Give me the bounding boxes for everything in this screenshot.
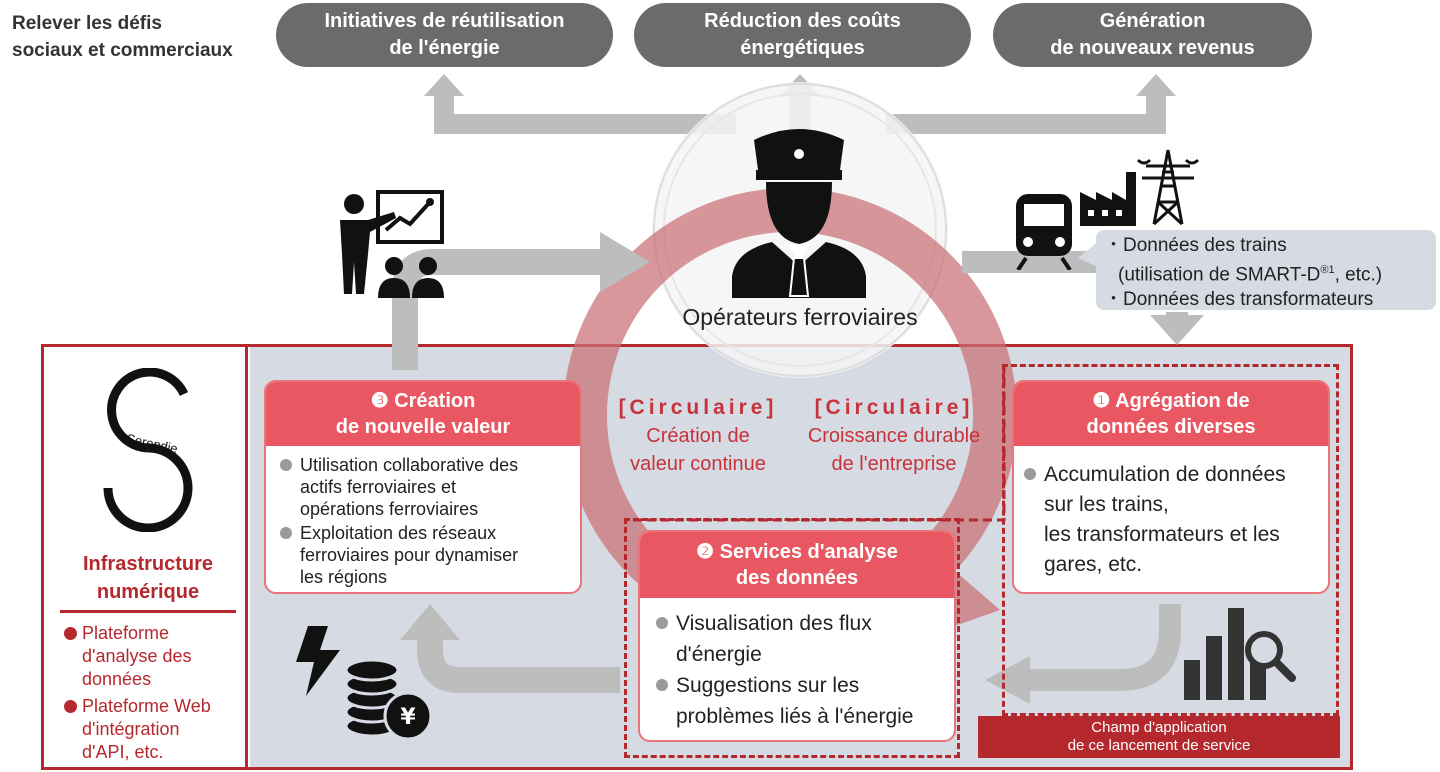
card-analysis-services-header <box>640 532 954 598</box>
scope-line1: Champ d'application <box>1091 719 1227 736</box>
card2-title-line2: des données <box>735 567 859 589</box>
infra-title-line1: Infrastructure <box>82 553 214 575</box>
card-data-aggregation <box>1012 380 1330 594</box>
operator-label: Opérateurs ferroviaires <box>682 304 918 330</box>
bullet-dot <box>280 459 292 471</box>
card1-bullets <box>1014 446 1328 580</box>
service-scope-label <box>978 716 1340 758</box>
bullet-dot <box>656 679 668 691</box>
factory-icon <box>1080 170 1140 226</box>
card-data-aggregation-header <box>1014 382 1328 446</box>
card2-bullets <box>640 598 954 732</box>
infra-item2-l2: d'intégration <box>82 719 180 739</box>
card1-l1: Accumulation de données <box>1044 463 1286 486</box>
data-sources-box <box>1096 230 1436 310</box>
infrastructure-title <box>60 550 236 613</box>
card3-b1-l3: opérations ferroviaires <box>300 499 479 519</box>
challenge-label-line1: Relever les défis <box>12 13 162 34</box>
list-item <box>650 608 950 670</box>
data-source-smartd <box>1104 258 1436 287</box>
bar-chart-search-icon <box>1184 606 1296 700</box>
card3-bullets <box>266 446 580 588</box>
card3-title-line1: Création <box>394 390 476 412</box>
infra-item2-l3: d'API, etc. <box>82 742 164 762</box>
card2-title-line1: Services d'analyse <box>719 541 898 563</box>
infra-item1-l3: données <box>82 669 152 689</box>
infra-item1-l1: Plateforme <box>82 623 170 643</box>
train-icon <box>1012 192 1076 270</box>
list-item <box>1018 460 1324 580</box>
card1-l4: gares, etc. <box>1044 553 1143 576</box>
infrastructure-list <box>64 622 211 768</box>
bullet-dot <box>1024 468 1036 480</box>
card1-l3: les transformateurs et les <box>1044 523 1280 546</box>
card-analysis-services <box>638 530 956 742</box>
card3-b2-l1: Exploitation des réseaux <box>300 523 497 543</box>
yen-coin-icon <box>382 690 434 742</box>
serendie-logo <box>96 368 202 532</box>
list-item <box>274 454 576 520</box>
infra-title-line2: numérique <box>96 581 200 603</box>
challenge-label-line2: sociaux et commerciaux <box>12 40 233 61</box>
goal-cost-reduction-line1: Réduction des coûts <box>704 10 901 32</box>
svg-text:¥: ¥ <box>400 705 416 730</box>
circular-growth-line2: de l'entreprise <box>831 453 957 475</box>
list-item <box>274 522 576 588</box>
card3-b1-l2: actifs ferroviaires et <box>300 477 457 497</box>
circular-value-text <box>590 394 806 478</box>
step2-number: ❷ <box>696 541 715 563</box>
smartd-etc: , etc.) <box>1334 264 1383 286</box>
data-source-transformers: ・Données des transformateurs <box>1104 289 1374 311</box>
card2-b1-l2: d'énergie <box>676 643 762 666</box>
step3-number: ❸ <box>370 390 389 412</box>
bullet-dot <box>64 627 77 640</box>
circular-growth-title: [Circulaire] <box>814 396 974 419</box>
list-item <box>650 670 950 732</box>
infra-item2-l1: Plateforme Web <box>82 696 211 716</box>
goal-new-revenue-line1: Génération <box>1099 10 1206 32</box>
bullet-dot <box>64 700 77 713</box>
card3-title-line2: de nouvelle valeur <box>335 416 511 438</box>
bullet-dot <box>280 527 292 539</box>
card2-b1-l1: Visualisation des flux <box>676 612 872 635</box>
lightning-icon <box>296 626 346 696</box>
step1-number: ❶ <box>1092 390 1111 412</box>
card2-b2-l2: problèmes liés à l'énergie <box>676 705 914 728</box>
card2-b2-l1: Suggestions sur les <box>676 674 860 697</box>
card3-b2-l3: les régions <box>300 567 388 587</box>
list-item <box>64 622 211 691</box>
card3-b2-l2: ferroviaires pour dynamiser <box>300 545 519 565</box>
goal-energy-reuse-line2: de l'énergie <box>389 37 500 59</box>
goal-energy-reuse-line1: Initiatives de réutilisation <box>324 10 565 32</box>
smartd-text: (utilisation de SMART-D <box>1118 264 1321 286</box>
goal-new-revenue-line2: de nouveaux revenus <box>1050 37 1255 59</box>
list-item <box>64 695 211 764</box>
card1-title-line1: Agrégation de <box>1115 390 1250 412</box>
card-value-creation-header <box>266 382 580 446</box>
data-source-trains: ・Données des trains <box>1104 235 1287 256</box>
logo-wordmark: Serendie <box>125 430 180 457</box>
card1-title-line2: données diverses <box>1086 416 1256 438</box>
circular-value-title: [Circulaire] <box>618 396 778 419</box>
goal-cost-reduction-line2: énergétiques <box>740 37 865 59</box>
card-value-creation <box>264 380 582 594</box>
card3-b1-l1: Utilisation collaborative des <box>300 455 519 475</box>
card1-l2: sur les trains, <box>1044 493 1169 516</box>
circular-value-line1: Création de <box>646 425 750 447</box>
scope-line2: de ce lancement de service <box>1067 737 1251 754</box>
circular-growth-line1: Croissance durable <box>807 425 981 447</box>
circular-value-line2: valeur continue <box>630 453 766 475</box>
circular-growth-text <box>786 394 1002 478</box>
railway-operator-icon <box>728 126 870 298</box>
power-tower-icon <box>1136 146 1200 226</box>
smartd-footnote: ®1 <box>1320 264 1335 276</box>
audience-icon <box>376 256 446 298</box>
bullet-dot <box>656 617 668 629</box>
infra-item1-l2: d'analyse des <box>82 646 192 666</box>
